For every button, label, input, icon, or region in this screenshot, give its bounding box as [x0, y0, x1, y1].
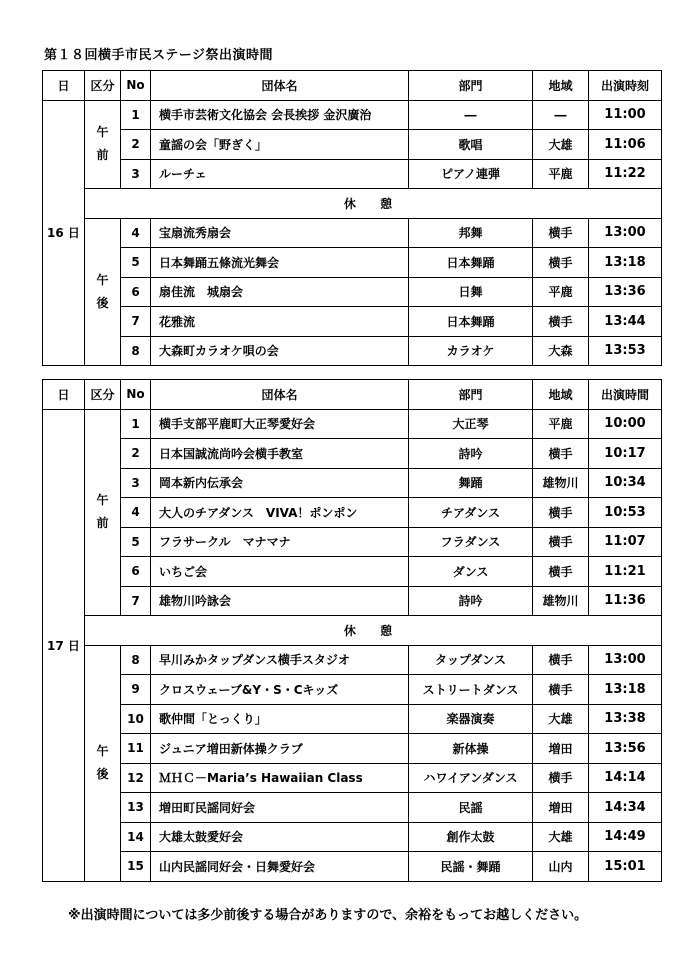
row-no: 4: [121, 498, 151, 528]
row-no: 7: [121, 307, 151, 337]
table-row: [43, 336, 662, 366]
row-area: 大雄: [533, 704, 589, 734]
table-row: [43, 852, 662, 882]
row-no: 1: [121, 100, 151, 130]
row-group: 山内民謡同好会・日舞愛好会: [151, 852, 409, 882]
row-no: 8: [121, 336, 151, 366]
row-no: 10: [121, 704, 151, 734]
row-group: 日本舞踊五條流光舞会: [151, 248, 409, 278]
row-time: 10:53: [589, 498, 662, 528]
row-category: 大正琴: [409, 409, 533, 439]
row-time: 14:49: [589, 822, 662, 852]
row-time: 10:17: [589, 439, 662, 469]
row-area: 横手: [533, 218, 589, 248]
row-group: 花雅流: [151, 307, 409, 337]
row-area: 横手: [533, 675, 589, 705]
row-no: 2: [121, 439, 151, 469]
row-area: 横手: [533, 763, 589, 793]
row-no: 12: [121, 763, 151, 793]
section-afternoon-char: 後: [96, 295, 109, 310]
row-area: 大雄: [533, 130, 589, 160]
row-time: 13:36: [589, 277, 662, 307]
table-row: [43, 704, 662, 734]
row-group: 日本国誠流尚吟会横手教室: [151, 439, 409, 469]
row-no: 4: [121, 218, 151, 248]
row-time: 10:34: [589, 468, 662, 498]
table-row: [43, 439, 662, 469]
row-area: 大森: [533, 336, 589, 366]
table-row: [43, 307, 662, 337]
row-time: 10:00: [589, 409, 662, 439]
header-day: 日: [43, 380, 85, 410]
row-area: 横手: [533, 307, 589, 337]
row-time: 13:18: [589, 675, 662, 705]
row-area: 山内: [533, 852, 589, 882]
row-category: 新体操: [409, 734, 533, 764]
table-row: [43, 557, 662, 587]
row-area: 横手: [533, 248, 589, 278]
row-area: 横手: [533, 439, 589, 469]
table-row: [43, 793, 662, 823]
row-time: 13:44: [589, 307, 662, 337]
header-category: 部門: [409, 71, 533, 101]
section-morning-char: 午: [96, 125, 109, 140]
break-row: [43, 616, 662, 646]
section-afternoon-char: 後: [96, 767, 109, 781]
table-row: [43, 248, 662, 278]
row-area: 大雄: [533, 822, 589, 852]
row-no: 9: [121, 675, 151, 705]
table-row: [43, 527, 662, 557]
row-group: 歌仲間「とっくり」: [151, 704, 409, 734]
table-row: [43, 409, 662, 439]
row-category: 舞踊: [409, 468, 533, 498]
row-category: ハワイアンダンス: [409, 763, 533, 793]
row-category: タップダンス: [409, 645, 533, 675]
row-category: 民謡・舞踊: [409, 852, 533, 882]
row-time: 13:53: [589, 336, 662, 366]
header-category: 部門: [409, 380, 533, 410]
row-time: 13:18: [589, 248, 662, 278]
section-morning: [85, 409, 121, 616]
section-morning-char: 前: [96, 148, 109, 163]
header-row: [43, 71, 662, 101]
table-row: [43, 822, 662, 852]
row-area: 平鹿: [533, 409, 589, 439]
row-category: 詩吟: [409, 439, 533, 469]
row-time: 11:22: [589, 159, 662, 189]
row-group: 横手市芸術文化協会 会長挨拶 金沢廣治: [151, 100, 409, 130]
row-category: 楽器演奏: [409, 704, 533, 734]
row-area: 横手: [533, 498, 589, 528]
row-time: 14:34: [589, 793, 662, 823]
section-afternoon: [85, 645, 121, 881]
row-area: 横手: [533, 645, 589, 675]
header-group: 団体名: [151, 380, 409, 410]
table-row: [43, 277, 662, 307]
header-group: 団体名: [151, 71, 409, 101]
row-group: 扇佳流 城扇会: [151, 277, 409, 307]
row-no: 5: [121, 248, 151, 278]
row-group: 宝扇流秀扇会: [151, 218, 409, 248]
row-group: フラサークル マナマナ: [151, 527, 409, 557]
header-time: 出演時刻: [589, 71, 662, 101]
row-time: 11:21: [589, 557, 662, 587]
row-category: 日本舞踊: [409, 307, 533, 337]
row-no: 13: [121, 793, 151, 823]
section-morning: [85, 100, 121, 189]
section-afternoon: [85, 218, 121, 366]
row-time: 11:06: [589, 130, 662, 160]
table-row: [43, 100, 662, 130]
row-category: 日舞: [409, 277, 533, 307]
row-category: ―: [409, 100, 533, 130]
row-group: クロスウェーブ&Y・S・Cキッズ: [151, 675, 409, 705]
break-label: 休 憩: [85, 189, 662, 219]
row-area: 平鹿: [533, 277, 589, 307]
table-row: [43, 130, 662, 160]
header-section: 区分: [85, 380, 121, 410]
row-group: ルーチェ: [151, 159, 409, 189]
row-no: 11: [121, 734, 151, 764]
row-area: 横手: [533, 557, 589, 587]
row-no: 15: [121, 852, 151, 882]
row-group: 岡本新内伝承会: [151, 468, 409, 498]
row-time: 11:00: [589, 100, 662, 130]
table-row: [43, 468, 662, 498]
row-area: 平鹿: [533, 159, 589, 189]
header-day: 日: [43, 71, 85, 101]
row-area: 雄物川: [533, 468, 589, 498]
table-row: [43, 734, 662, 764]
row-no: 3: [121, 159, 151, 189]
schedule-table-day16: [42, 70, 662, 366]
row-time: 13:00: [589, 645, 662, 675]
row-area: 増田: [533, 734, 589, 764]
row-category: ダンス: [409, 557, 533, 587]
row-no: 6: [121, 557, 151, 587]
row-group: 大雄太鼓愛好会: [151, 822, 409, 852]
break-row: [43, 189, 662, 219]
row-group: 雄物川吟詠会: [151, 586, 409, 616]
row-group: 大人のチアダンス VIVA！ポンポン: [151, 498, 409, 528]
row-group: 横手支部平鹿町大正琴愛好会: [151, 409, 409, 439]
table-row: [43, 763, 662, 793]
row-category: 邦舞: [409, 218, 533, 248]
header-time: 出演時間: [589, 380, 662, 410]
row-time: 11:07: [589, 527, 662, 557]
section-morning-char: 前: [96, 516, 109, 531]
table-row: [43, 586, 662, 616]
header-area: 地域: [533, 71, 589, 101]
row-no: 2: [121, 130, 151, 160]
table-row: [43, 498, 662, 528]
row-group: ジュニア増田新体操クラブ: [151, 734, 409, 764]
row-no: 1: [121, 409, 151, 439]
row-area: 増田: [533, 793, 589, 823]
row-no: 14: [121, 822, 151, 852]
header-row: [43, 380, 662, 410]
row-category: 民謡: [409, 793, 533, 823]
row-time: 13:56: [589, 734, 662, 764]
header-area: 地域: [533, 380, 589, 410]
row-time: 11:36: [589, 586, 662, 616]
section-afternoon-char: 午: [96, 272, 109, 287]
header-no: No: [121, 71, 151, 101]
row-category: 創作太鼓: [409, 822, 533, 852]
row-category: ピアノ連弾: [409, 159, 533, 189]
schedule-table-day17: [42, 379, 662, 882]
row-time: 13:00: [589, 218, 662, 248]
day-label: 16 日: [43, 100, 85, 366]
page-title: 第１８回横手市民ステージ祭出演時間: [44, 48, 273, 63]
row-area: 横手: [533, 527, 589, 557]
row-no: 8: [121, 645, 151, 675]
table-row: [43, 645, 662, 675]
table-row: [43, 159, 662, 189]
row-time: 13:38: [589, 704, 662, 734]
row-group: 早川みかタップダンス横手スタジオ: [151, 645, 409, 675]
row-category: 歌唱: [409, 130, 533, 160]
row-no: 7: [121, 586, 151, 616]
row-time: 14:14: [589, 763, 662, 793]
row-no: 3: [121, 468, 151, 498]
row-area: ―: [533, 100, 589, 130]
row-category: 詩吟: [409, 586, 533, 616]
row-no: 5: [121, 527, 151, 557]
header-no: No: [121, 380, 151, 410]
row-group: 増田町民謡同好会: [151, 793, 409, 823]
section-afternoon-char: 午: [96, 744, 109, 758]
footer-note: ※出演時間については多少前後する場合がありますので、余裕をもってお越しください。: [68, 908, 588, 923]
section-morning-char: 午: [96, 493, 109, 508]
row-category: チアダンス: [409, 498, 533, 528]
header-section: 区分: [85, 71, 121, 101]
row-category: ストリートダンス: [409, 675, 533, 705]
row-group: いちご会: [151, 557, 409, 587]
row-group: ＭＨＣ－Maria’s Hawaiian Class: [151, 763, 409, 793]
row-area: 雄物川: [533, 586, 589, 616]
row-group: 大森町カラオケ唄の会: [151, 336, 409, 366]
break-label: 休 憩: [85, 616, 662, 646]
day-label: 17 日: [43, 409, 85, 881]
row-no: 6: [121, 277, 151, 307]
row-time: 15:01: [589, 852, 662, 882]
table-row: [43, 218, 662, 248]
row-category: カラオケ: [409, 336, 533, 366]
row-category: フラダンス: [409, 527, 533, 557]
row-group: 童謡の会「野ぎく」: [151, 130, 409, 160]
row-category: 日本舞踊: [409, 248, 533, 278]
table-row: [43, 675, 662, 705]
